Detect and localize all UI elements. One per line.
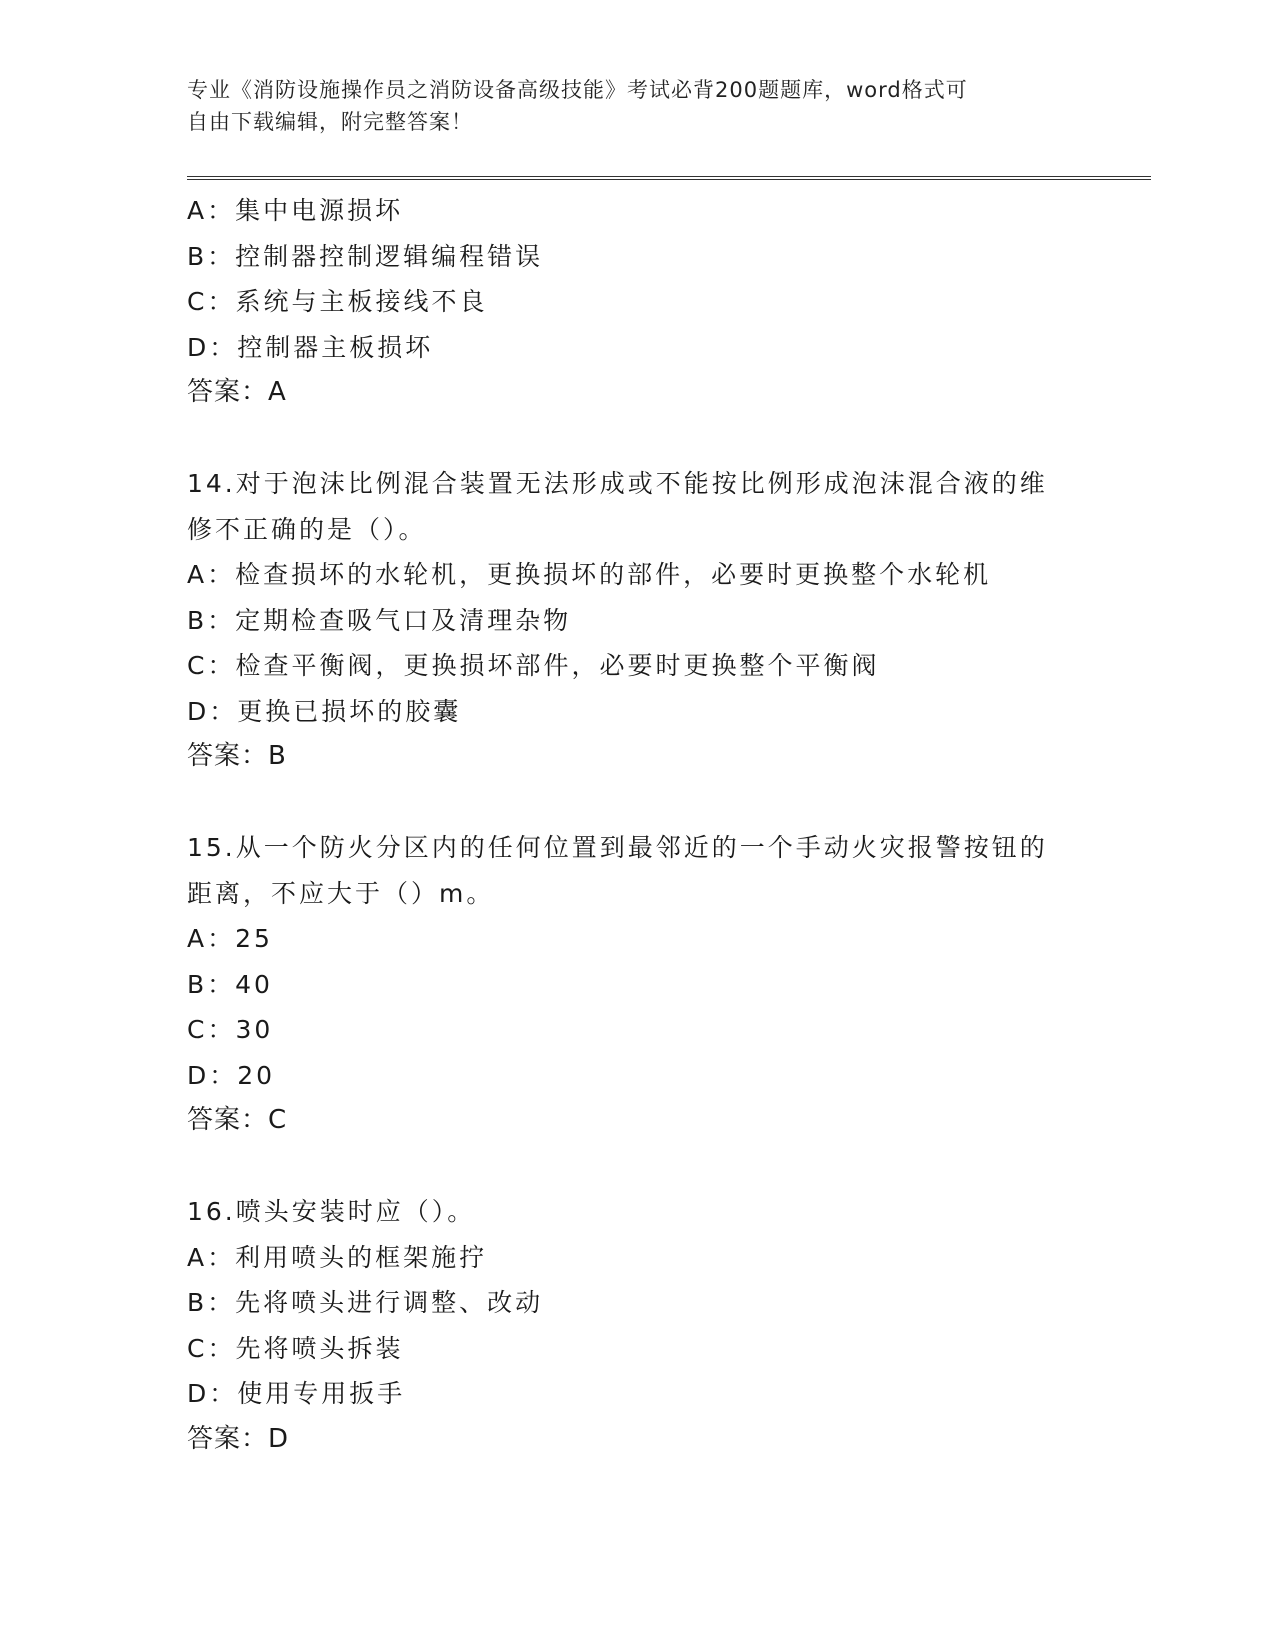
question-15 — [187, 825, 1087, 1144]
answer-line: 答案：D — [187, 1423, 290, 1454]
answer-line: 答案：C — [187, 1105, 288, 1135]
document-header — [187, 74, 1087, 138]
option-b: B：控制器控制逻辑编程错误 — [187, 241, 544, 271]
spacer — [187, 416, 1087, 462]
question-stem-line: 距离，不应大于（）m。 — [187, 878, 495, 908]
option-c: C：系统与主板接线不良 — [187, 287, 488, 316]
header-line-1: 专业《消防设施操作员之消防设备高级技能》考试必背200题题库，word格式可 — [187, 78, 968, 102]
option-d: D：控制器主板损坏 — [187, 332, 434, 362]
question-14 — [187, 461, 1087, 780]
spacer — [187, 780, 1087, 826]
spacer — [187, 1144, 1087, 1190]
question-13-partial — [187, 188, 1087, 416]
option-c: C：30 — [187, 1015, 274, 1044]
answer-line: 答案：A — [187, 377, 287, 407]
question-16 — [187, 1189, 1087, 1462]
question-stem-line: 15.从一个防火分区内的任何位置到最邻近的一个手动火灾报警按钮的 — [187, 833, 1048, 862]
header-line-2: 自由下载编辑，附完整答案！ — [187, 110, 473, 134]
option-b: B：40 — [187, 969, 273, 999]
option-b: B：定期检查吸气口及清理杂物 — [187, 605, 572, 635]
option-a: A：检查损坏的水轮机，更换损坏的部件，必要时更换整个水轮机 — [187, 560, 992, 589]
option-c: C：先将喷头拆装 — [187, 1333, 404, 1363]
question-list — [187, 188, 1087, 1462]
option-a: A：集中电源损坏 — [187, 196, 404, 225]
header-divider — [187, 176, 1151, 180]
option-a: A：25 — [187, 924, 273, 953]
question-stem-line: 14.对于泡沫比例混合装置无法形成或不能按比例形成泡沫混合液的维 — [187, 469, 1048, 498]
option-d: D：20 — [187, 1060, 276, 1090]
option-b: B：先将喷头进行调整、改动 — [187, 1288, 544, 1317]
option-d: D：更换已损坏的胶囊 — [187, 696, 462, 726]
option-d: D：使用专用扳手 — [187, 1379, 406, 1408]
question-stem-line: 16.喷头安装时应（）。 — [187, 1197, 476, 1226]
option-a: A：利用喷头的框架施拧 — [187, 1242, 488, 1272]
option-c: C：检查平衡阀，更换损坏部件，必要时更换整个平衡阀 — [187, 651, 880, 680]
answer-line: 答案：B — [187, 741, 287, 771]
question-stem-line: 修不正确的是（）。 — [187, 514, 427, 544]
